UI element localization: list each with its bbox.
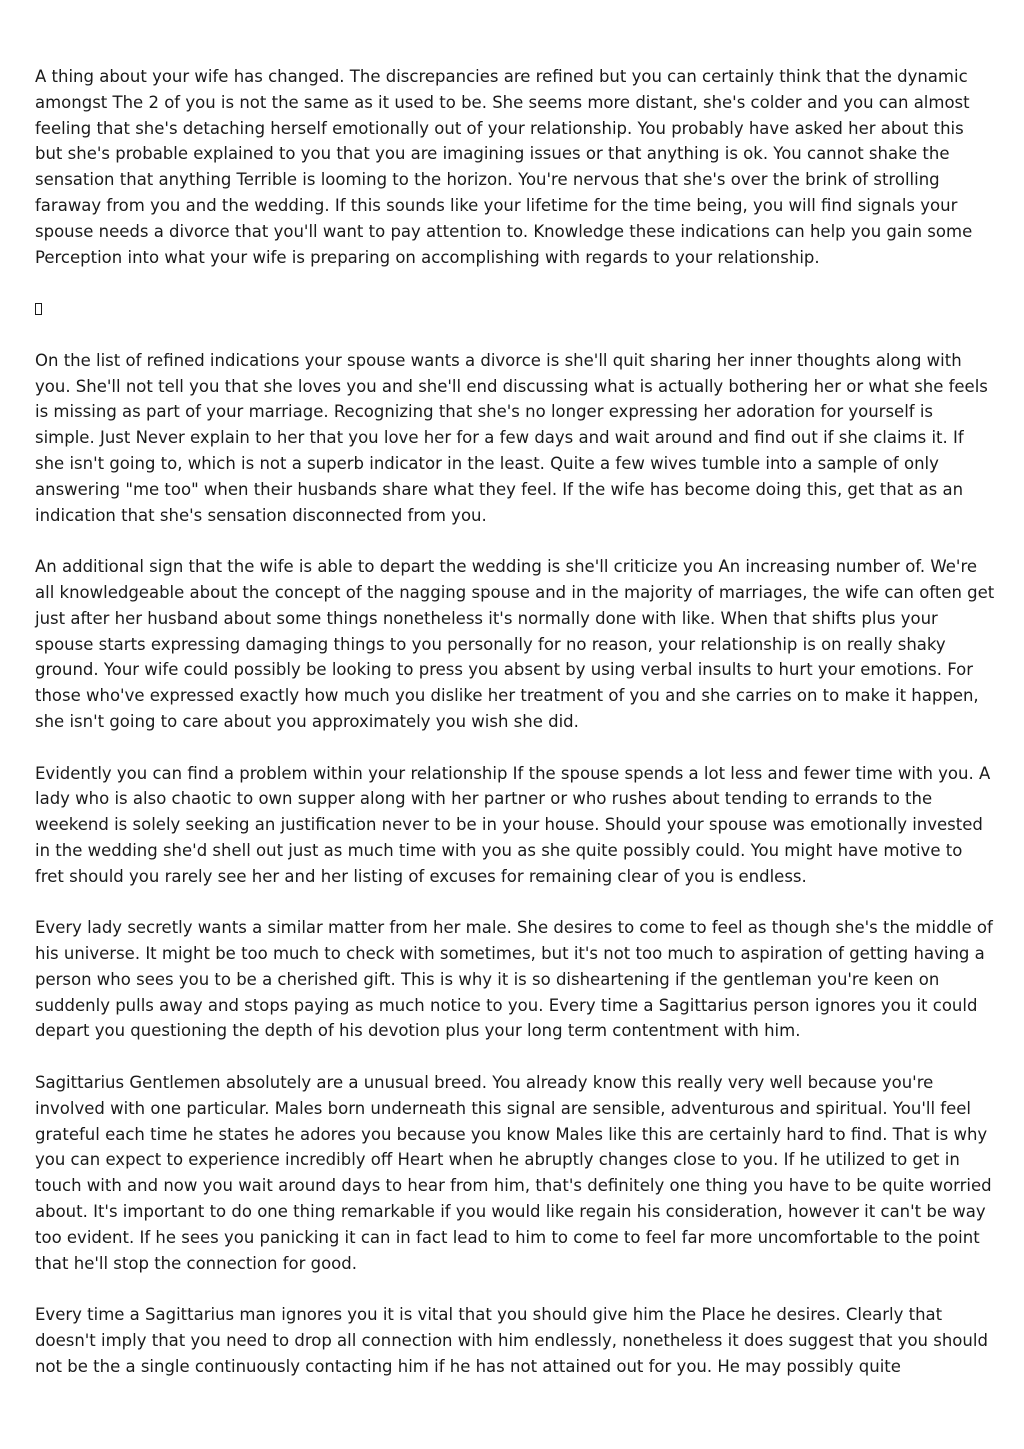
paragraph-7: Every time a Sagittarius man ignores you it is vital that you should give him the Place he desires. Clearly that doesn't imply that you need to drop all connection with him endlessly, nonetheless it does suggest that you should not be the a single continuously contacting him if he has not attained out for you. He may possibly quite bbox=[35, 1305, 988, 1376]
document-body bbox=[35, 64, 995, 1405]
paragraph-5: Every lady secretly wants a similar matter from her male. She desires to come to feel as though she's the middle of his universe. It might be too much to check with sometimes, but it's not too much to aspiration of getting having a person who sees you to be a cherished gift. This is why it is so disheartening if the gentleman you're keen on suddenly pulls away and stops paying as much notice to you. Every time a Sagittarius person ignores you it could depart you questioning the depth of his devotion plus your long term contentment with him. bbox=[35, 918, 993, 1041]
paragraph-2: On the list of refined indications your spouse wants a divorce is she'll quit sharing her inner thoughts along with you. She'll not tell you that she loves you and she'll end discussing what is actually bothering her or what she feels is missing as part of your marriage. Recognizing that she's no longer expressing her adoration for yourself is simple. Just Never explain to her that you love her for a few days and wait around and find out if she claims it. If she isn't going to, which is not a superb indicator in the least. Quite a few wives tumble into a sample of only answering "me too" when their husbands share what they feel. If the wife has become doing this, get that as an indication that she's sensation disconnected from you. bbox=[35, 350, 988, 525]
missing-glyph-icon bbox=[35, 303, 42, 315]
paragraph-1: A thing about your wife has changed. The discrepancies are refined but you can certainly think that the dynamic amongst The 2 of you is not the same as it used to be. She seems more distant, she's colder and you can almost feeling that she's detaching herself emotionally out of your relationship. You probably have asked her about this but she's probable explained to you that you are imagining issues or that anything is ok. You cannot shake the sensation that anything Terrible is looming to the horizon. You're nervous that she's over the brink of strolling faraway from you and the wedding. If this sounds like your lifetime for the time being, you will find signals your spouse needs a divorce that you'll want to pay attention to. Knowledge these indications can help you gain some Perception into what your wife is preparing on accomplishing with regards to your relationship. bbox=[35, 67, 973, 267]
paragraph-6: Sagittarius Gentlemen absolutely are a unusual breed. You already know this really very well because you're involved with one particular. Males born underneath this signal are sensible, adventurous and spiritual. You'll feel grateful each time he states he adores you because you know Males like this are certainly hard to find. That is why you can expect to experience incredibly off Heart when he abruptly changes close to you. If he utilized to get in touch with and now you wait around days to hear from him, that's definitely one thing you have to be quite worried about. It's important to do one thing remarkable if you would like regain his consideration, however it can't be way too evident. If he sees you panicking it can in fact lead to him to come to feel far more uncomfortable to the point that he'll stop the connection for good. bbox=[35, 1073, 992, 1273]
paragraph-4: Evidently you can find a problem within your relationship If the spouse spends a lot less and fewer time with you. A lady who is also chaotic to own supper along with her partner or who rushes about tending to errands to the weekend is solely seeking an justification never to be in your house. Should your spouse was emotionally invested in the wedding she'd shell out just as much time with you as she quite possibly could. You might have motive to fret should you rarely see her and her listing of excuses for remaining clear of you is endless. bbox=[35, 763, 991, 886]
missing-glyph-line bbox=[35, 296, 995, 322]
paragraph-3: An additional sign that the wife is able to depart the wedding is she'll criticize you An increasing number of. We're all knowledgeable about the concept of the nagging spouse and in the majority of marriages, the wife can often get just after her husband about some things nonetheless it's normally done with like. When that shifts plus your spouse starts expressing damaging things to you personally for no reason, your relationship is on really shaky ground. Your wife could possibly be looking to press you absent by using verbal insults to hurt your emotions. For those who've expressed exactly how much you dislike her treatment of you and she carries on to make it happen, she isn't going to care about you approximately you wish she did. bbox=[35, 557, 995, 731]
